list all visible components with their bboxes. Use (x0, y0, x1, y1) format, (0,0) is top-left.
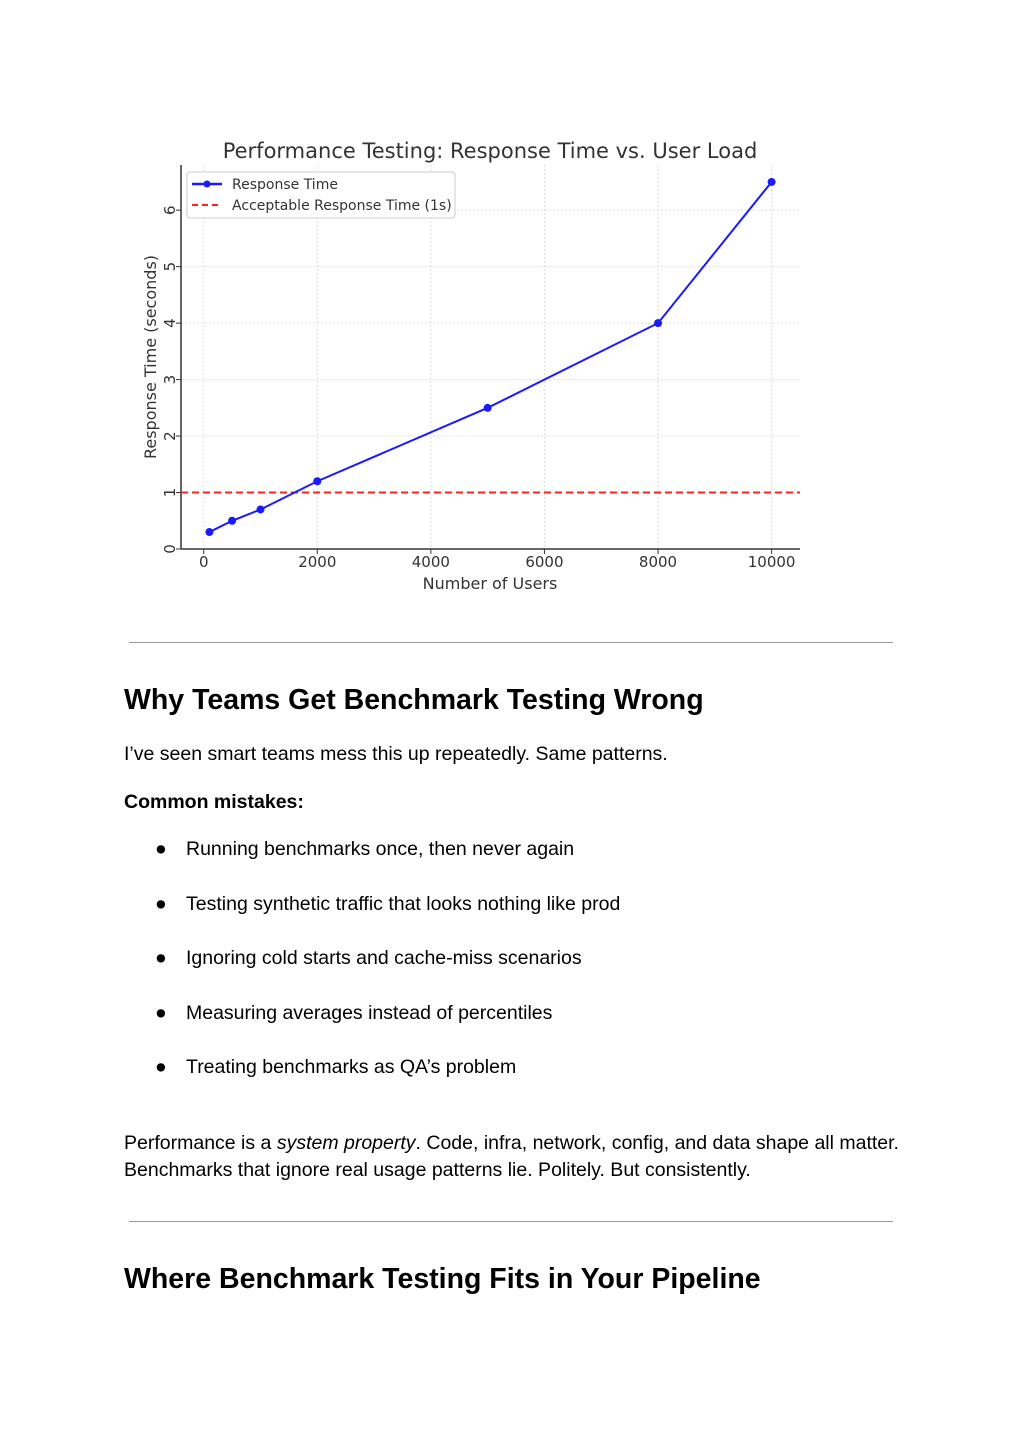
bullet-icon: ● (155, 1056, 167, 1078)
x-tick-label: 2000 (298, 553, 337, 571)
list-item-text: Running benchmarks once, then never again (186, 838, 575, 860)
y-tick-label: 4 (161, 318, 179, 328)
divider (129, 1221, 893, 1222)
y-tick-label: 5 (161, 261, 179, 272)
x-tick-label: 6000 (525, 553, 564, 571)
para-text: . Code, infra, network, config, and data shape all matter. Benchmarks that ignore real usage patterns lie. Politely. But consistently. (124, 1132, 899, 1181)
section-heading: Why Teams Get Benchmark Testing Wrong (124, 684, 704, 716)
bullet-icon: ● (155, 892, 167, 915)
list-item-text: Testing synthetic traffic that looks nothing like prod (186, 892, 621, 915)
response-time-point (228, 517, 236, 525)
response-time-point (654, 319, 662, 327)
x-tick-label: 0 (198, 553, 209, 571)
chart-title: Performance Testing: Response Time vs. User Load (222, 139, 758, 163)
response-time-chart (0, 0, 1024, 620)
section-heading: Where Benchmark Testing Fits in Your Pipeline (124, 1263, 761, 1295)
list-item (155, 1056, 516, 1079)
response-time-point (257, 505, 265, 513)
legend (187, 172, 455, 218)
list-title: Common mistakes: (124, 791, 304, 813)
y-tick-label: 6 (161, 205, 179, 215)
x-tick-label: 4000 (411, 553, 450, 571)
list-item (155, 1002, 552, 1025)
list-item-text: Treating benchmarks as QA’s problem (186, 1056, 517, 1078)
list-item (155, 893, 620, 916)
performance-paragraph (124, 1130, 904, 1184)
y-tick-label: 0 (161, 544, 179, 554)
list-item (155, 838, 574, 861)
bullet-icon: ● (155, 1001, 167, 1024)
y-axis-label: Response Time (seconds) (141, 254, 160, 460)
legend-acceptable: Acceptable Response Time (1s) (232, 198, 452, 214)
legend-marker-response-time (204, 181, 211, 188)
y-tick-label: 1 (161, 487, 179, 498)
response-time-point (313, 477, 321, 485)
x-tick-label: 10000 (747, 553, 796, 571)
y-tick-label: 3 (161, 374, 179, 385)
para-emphasis: system property (276, 1132, 416, 1154)
y-tick-label: 2 (161, 431, 179, 441)
list-item-text: Ignoring cold starts and cache-miss scenarios (186, 947, 582, 969)
list-item-text: Measuring averages instead of percentiles (186, 1001, 553, 1024)
response-time-point (768, 178, 776, 186)
response-time-point (205, 528, 213, 536)
bullet-icon: ● (155, 947, 167, 969)
legend-response-time: Response Time (232, 177, 338, 193)
response-time-line (209, 182, 771, 532)
x-tick-label: 8000 (638, 553, 678, 571)
intro-text: I’ve seen smart teams mess this up repeatedly. Same patterns. (124, 743, 668, 765)
divider (129, 642, 893, 643)
para-text: Performance is a (124, 1132, 277, 1154)
response-time-point (484, 404, 492, 412)
bullet-icon: ● (155, 838, 167, 860)
x-axis-label: Number of Users (422, 574, 558, 593)
list-item (155, 947, 582, 970)
